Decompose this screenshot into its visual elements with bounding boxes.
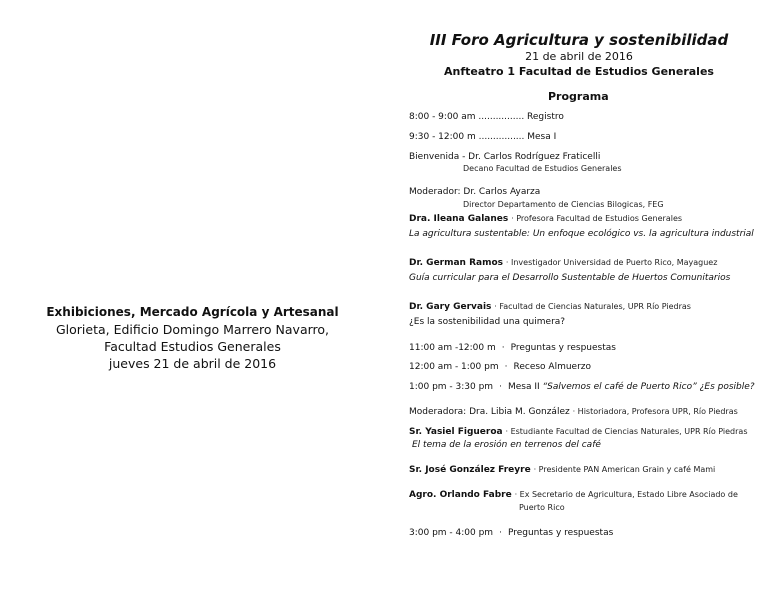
- speaker-gervais: [409, 302, 691, 313]
- speaker-name: Dra. Ileana Galanes: [409, 214, 509, 224]
- schedule-time: 3:00 pm - 4:00 pm: [409, 528, 494, 538]
- schedule-label: Mesa I: [527, 132, 557, 142]
- schedule-preguntas2: [409, 528, 613, 539]
- speaker-role: · Estudiante Facultad de Ciencias Naturales, UPR Río Piedras: [505, 427, 748, 436]
- mesa2-title: “Salvemos el café de Puerto Rico” ¿Es posible?: [542, 382, 755, 392]
- exhibition-location: Glorieta, Edificio Domingo Marrero Navarro,: [55, 322, 330, 337]
- exhibition-faculty: Facultad Estudios Generales: [104, 339, 281, 354]
- schedule-time: 8:00 - 9:00 am: [409, 112, 476, 122]
- schedule-registro: [409, 112, 564, 123]
- speaker-name: Sr. Yasiel Figueroa: [409, 427, 503, 437]
- speaker-role: · Profesora Facultad de Estudios Generales: [511, 214, 683, 223]
- schedule-dots: ................: [475, 132, 528, 142]
- programa-title: Programa: [548, 90, 609, 103]
- exhibition-title: Exhibiciones, Mercado Agrícola y Artesanal: [46, 305, 339, 319]
- speaker-ramos: [409, 258, 717, 269]
- talk-galanes: La agricultura sustentable: Un enfoque ecológico vs. la agricultura industrial: [409, 229, 754, 239]
- speaker-role: · Facultad de Ciencias Naturales, UPR Río Piedras: [494, 302, 691, 311]
- forum-date: 21 de abril de 2016: [525, 50, 633, 63]
- schedule-mesa2: [409, 382, 755, 393]
- moderadora-gonzalez: [409, 407, 738, 418]
- speaker-name: Sr. José González Freyre: [409, 465, 531, 475]
- schedule-receso: [409, 362, 591, 373]
- schedule-time: 1:00 pm - 3:30 pm: [409, 382, 494, 392]
- exhibition-date: jueves 21 de abril de 2016: [108, 356, 277, 371]
- fabre-role-cont: Puerto Rico: [519, 503, 565, 512]
- forum-header: [405, 31, 753, 79]
- schedule-dot: ·: [504, 362, 508, 372]
- moderador-role: Director Departamento de Ciencias Bilogicas, FEG: [463, 200, 664, 209]
- exhibition-info: [40, 304, 345, 372]
- speaker-role: · Presidente PAN American Grain y café Mami: [533, 465, 716, 474]
- schedule-mesa1: [409, 132, 556, 143]
- speaker-freyre: [409, 465, 715, 476]
- schedule-time: 11:00 am -12:00 m: [409, 343, 496, 353]
- schedule-label: Receso Almuerzo: [513, 362, 592, 372]
- schedule-time: 9:30 - 12:00 m: [409, 132, 476, 142]
- schedule-time: 12:00 am - 1:00 pm: [409, 362, 499, 372]
- bienvenida: Bienvenida - Dr. Carlos Rodríguez Fraticelli: [409, 152, 601, 162]
- speaker-role: · Ex Secretario de Agricultura, Estado Libre Asociado de: [514, 490, 738, 499]
- moderador: Moderador: Dr. Carlos Ayarza: [409, 187, 541, 197]
- bienvenida-role: Decano Facultad de Estudios Generales: [463, 164, 622, 173]
- schedule-dots: ................: [475, 112, 528, 122]
- schedule-preguntas1: [409, 343, 616, 354]
- schedule-dot: ·: [499, 528, 502, 538]
- schedule-dot: ·: [499, 382, 502, 392]
- talk-ramos: Guía curricular para el Desarrollo Sustentable de Huertos Comunitarios: [409, 273, 731, 283]
- schedule-dot: ·: [501, 343, 505, 353]
- schedule-label: Preguntas y respuestas: [510, 343, 616, 353]
- forum-venue: Anfteatro 1 Facultad de Estudios Generales: [444, 65, 714, 78]
- speaker-role: · Investigador Universidad de Puerto Rico, Mayaguez: [505, 258, 718, 267]
- speaker-name: Agro. Orlando Fabre: [409, 490, 512, 500]
- speaker-figueroa: [409, 427, 748, 438]
- speaker-name: Dr. Gary Gervais: [409, 302, 492, 312]
- schedule-label: Registro: [527, 112, 564, 122]
- speaker-galanes: [409, 214, 682, 225]
- talk-gervais: ¿Es la sostenibilidad una quimera?: [409, 317, 566, 327]
- schedule-label: Mesa II: [507, 382, 540, 392]
- moderadora-role: · Historiadora, Profesora UPR, Río Piedras: [572, 407, 738, 416]
- moderadora-label: Moderadora: Dra. Libia M. González: [409, 407, 570, 417]
- schedule-label: Preguntas y respuestas: [507, 528, 614, 538]
- speaker-name: Dr. German Ramos: [409, 258, 504, 268]
- speaker-fabre: [409, 490, 738, 501]
- talk-figueroa: El tema de la erosión en terrenos del café: [412, 440, 601, 450]
- forum-title: III Foro Agricultura y sostenibilidad: [429, 31, 729, 49]
